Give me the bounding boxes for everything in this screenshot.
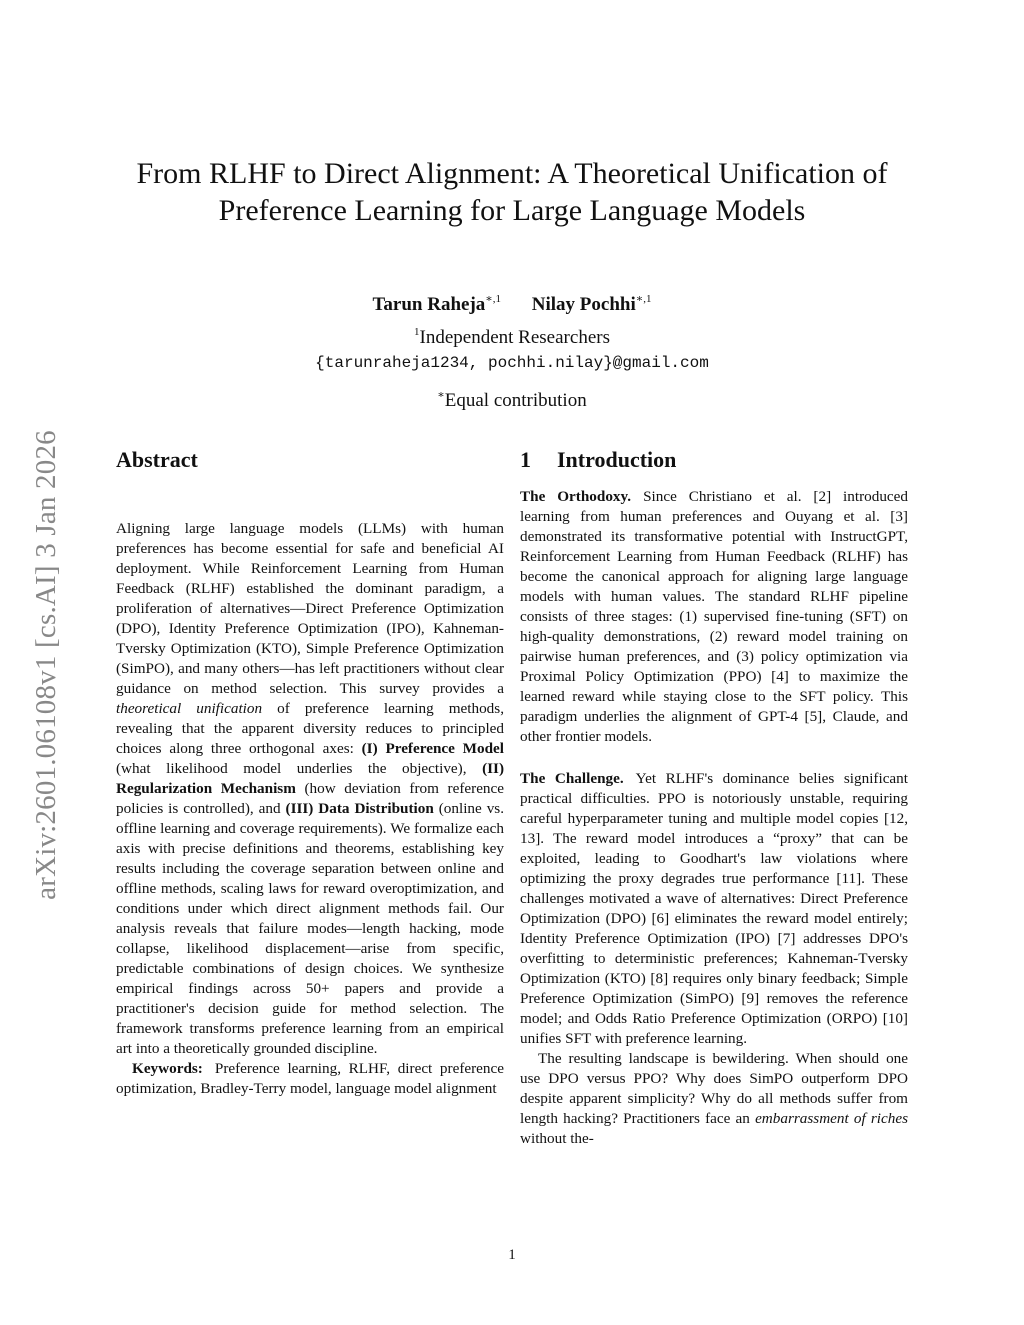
abstract-column [116,445,504,1099]
author-1 [373,294,502,315]
paragraph-text: The resulting landscape is bewildering. When should one use DPO versus PPO? Why does SimPO outperform DPO despite apparent simplicity? Why do all methods suffer from length hacking? Practitioners face an [520,1050,908,1127]
keywords [116,1059,504,1099]
intro-paragraph-landscape [520,1049,908,1149]
abstract-text-3: (what likelihood model underlies the objective), [116,760,467,777]
paragraph-text-end: without the- [520,1130,594,1147]
author-name: Tarun Raheja [372,294,486,315]
abstract-text-5: (online vs. offline learning and coverage requirements). We formalize each axis with precise definitions and theorems, establishing key results including the coverage separation between online and offline methods, scaling laws for reward overoptimization, and conditions under which direct alignment methods fail. Our analysis reveals that failure modes—length hacking, mode collapse, likelihood displacement—arise from specific, predictable combinations of design choices. We synthesize empirical findings across 50+ papers and provide a practitioner's decision guide for method selection. The framework transforms preference learning from an empirical art into a theoretically grounded discipline. [116,800,505,1057]
abstract-text-2: of preference learning methods, revealing that the apparent diversity reduces to principled choices along three orthogonal axes: [116,700,504,757]
author-2 [532,294,652,315]
paragraph-text: Since Christiano et al. [2] introduced learning from human preferences and Ouyang et al. [3] demonstrated its transformative potential with InstructGPT, Reinforcement Learning from Human Feedback (RLHF) has become the canonical approach for aligning large language models with human values. The standard RLHF pipeline consists of three stages: (1) supervised fine-tuning (SFT) on high-quality demonstrations, (2) reward model training on pairwise human preferences, and (3) policy optimization via Proximal Policy Optimization (PPO) [4] to maximize the learned reward while staying close to the SFT policy. This paradigm underlies the alignment of GPT-4 [5], Claude, and other frontier models. [520,488,908,745]
note-mark: ∗ [437,389,445,401]
abstract-paragraph [116,519,504,1059]
abstract-emphasis: theoretical unification [116,700,263,717]
section-number: 1 [520,447,531,472]
paragraph-head: The Orthodoxy. [520,488,632,505]
page-number: 1 [508,1247,516,1263]
intro-paragraph-orthodoxy [520,487,908,747]
note-text: Equal contribution [444,390,587,411]
contribution-note [116,383,908,413]
affiliation-text: Independent Researchers [419,327,610,348]
author-marks: ∗,1 [485,293,502,305]
paragraph-head: The Challenge. [520,770,624,787]
abstract-text-1: Aligning large language models (LLMs) with human preferences has become essential for safe and beneficial AI deployment. While Reinforcement Learning from Human Feedback (RLHF) established the dominant paradigm, a proliferation of alternatives—Direct Preference Optimization (DPO), Identity Preference Optimization (IPO), Kahneman-Tversky Optimization (KTO), Simple Preference Optimization (SimPO), and many others—has left practitioners without clear guidance on method selection. This survey provides a [116,520,504,697]
keywords-text: Preference learning, RLHF, direct preference optimization, Bradley-Terry model, language model alignment [116,1060,504,1097]
intro-paragraph-challenge [520,769,908,1049]
author-email: {tarunraheja1234, pochhi.nilay}@gmail.com [315,354,709,372]
abstract-body [116,519,504,1099]
arxiv-identifier-stamp: arXiv:2601.06108v1 [cs.AI] 3 Jan 2026 [30,430,62,900]
abstract-text-4: (how deviation from reference policies is controlled), and [116,780,505,817]
author-name: Nilay Pochhi [531,294,636,315]
keywords-label: Keywords: [132,1060,203,1077]
affiliation-mark: 1 [414,326,420,338]
axis-preference-model: (I) Preference Model [361,740,504,757]
axis-regularization: (II) Regularization Mechanism [116,760,504,797]
paper-title: From RLHF to Direct Alignment: A Theoretical Unification of Preference Learning for Large Language Models [136,157,888,227]
introduction-column [520,445,908,1149]
author-list [116,286,908,318]
abstract-heading: Abstract [116,447,198,472]
affiliation [116,320,908,350]
axis-data-distribution: (III) Data Distribution [285,800,434,817]
section-title: Introduction [557,447,677,472]
author-marks: ∗,1 [635,293,652,305]
paragraph-emphasis: embarrassment of riches [755,1110,909,1127]
paragraph-text: Yet RLHF's dominance belies significant practical difficulties. PPO is notoriously unstable, requiring careful hyperparameter tuning and multiple model copies [12, 13]. The reward model introduces a “proxy” that can be exploited, leading to Goodhart's law violations where optimizing the proxy degrades true performance [11]. These challenges motivated a wave of alternatives: Direct Preference Optimization (DPO) [6] eliminates the reward model entirely; Identity Preference Optimization (IPO) [7] addresses DPO's overfitting to deterministic preferences; Kahneman-Tversky Optimization (KTO) [8] requires only binary feedback; Simple Preference Optimization (SimPO) [9] removes the reference model; and Odds Ratio Preference Optimization (ORPO) [10] unifies SFT with preference learning. [520,770,908,1047]
introduction-heading [520,445,908,475]
